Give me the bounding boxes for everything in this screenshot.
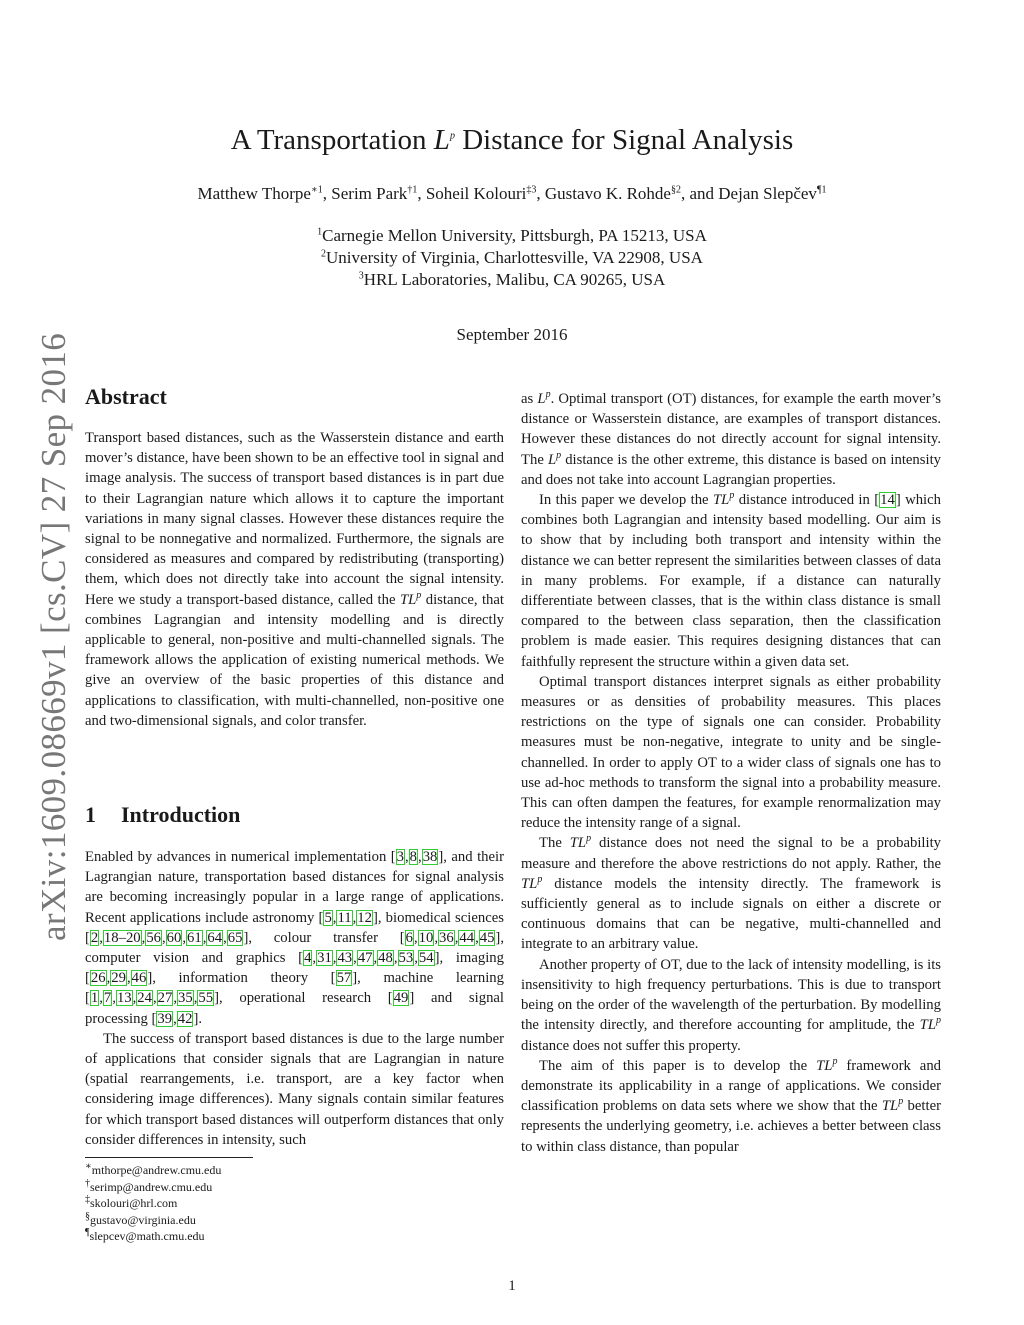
intro-paragraph-1: Enabled by advances in numerical implementation [3,8,38], and their Lagrangian nature, transportation based distances for signal analysis are becoming increasingly popular in a large range of applications. Recent applications include astronomy [5,11,12], biomedical sciences [2,18–20,56,60,61,64,65], colour transfer [6,10,36,44,45], computer vision and graphics [4,31,43,47,48,53,54], imaging [26,29,46], information theory [57], machine learning [1,7,13,24,27,35,55], operational research [49] and signal processing [39,42]. [85, 849, 505, 1027]
arxiv-identifier: arXiv:1609.08669v1 [cs.CV] 27 Sep 2016 [34, 332, 73, 941]
citation-link[interactable]: 65 [227, 929, 243, 946]
citation-link[interactable]: 11 [337, 909, 352, 926]
footnote: ‡skolouri@hrl.com [85, 1194, 178, 1210]
citation-link[interactable]: 7 [103, 990, 112, 1007]
footnote: †serimp@andrew.cmu.edu [85, 1177, 213, 1194]
affiliation: $^3$HRL Laboratories, Malibu, CA 90265, USA [358, 270, 666, 289]
citation-link[interactable]: 46 [131, 970, 147, 987]
publication-date: September 2016 [456, 325, 568, 344]
citation-link[interactable]: 14 [880, 492, 895, 509]
citation-link[interactable]: 35 [178, 990, 193, 1007]
author: Serim Park$^{\dagger 1}$ [331, 184, 418, 203]
citation-link[interactable]: 13 [116, 990, 132, 1007]
citation-link[interactable]: 5 [324, 909, 332, 926]
citation-link[interactable]: 1 [90, 990, 99, 1007]
affiliation: $^1$Carnegie Mellon University, Pittsburgh, PA 15213, USA [317, 226, 707, 245]
author: Dejan Slepčev$^{\P 1}$ [718, 184, 827, 203]
citation-link[interactable]: 3 [396, 849, 404, 865]
right-paragraph-5: Another property of OT, due to the lack of intensity modelling, is its insensitivity to high frequency perturbations. This is due to transport being on the order of the wavelength of the perturbation. By modelling the intensity directly, and therefore accounting for amplitude, the $TL^p$ distance does not suffer this property. [521, 956, 941, 1054]
citation-link[interactable]: 49 [393, 990, 409, 1007]
citation-link[interactable]: 31 [317, 950, 332, 967]
footnote: ∗mthorpe@andrew.cmu.edu [85, 1161, 222, 1177]
citation-link[interactable]: 36 [439, 929, 454, 946]
footnote: ¶slepcev@math.cmu.edu [85, 1227, 205, 1243]
citation-link[interactable]: 12 [357, 909, 372, 926]
right-paragraph-2: In this paper we develop the $TL^p$ distance introduced in [14] which combines both Lagrangian and intensity based modelling. Our aim is to show that by including both transport and intensity within the distance we can better represent the similarities between classes of data in many problems. For example, if a distance can naturally differentiate between classes, that is the within class distance is small compared to the between class separation, then the classification problem is made easier. This requires designing distances that can faithfully represent the structure within a given data set. [521, 490, 942, 670]
section-heading-introduction: 1 Introduction [85, 802, 241, 827]
citation-link[interactable]: 8 [409, 849, 418, 865]
affiliation-list [0, 225, 1024, 291]
right-paragraph-3: Optimal transport distances interpret signals as either probability measures or as densities of probability measures. This places restrictions on the type of signals one can consider. Probability measures must be non-negative, integrate to unity and be single-channelled. In order to apply OT to a wider class of signals one has to use ad-hoc methods to transform the signal into a probability measure. This can often dampen the features, for example renormalization may reduce the intensity range of a signal. [521, 673, 941, 832]
right-column-body [521, 389, 941, 1157]
citation-link[interactable]: 53 [398, 950, 414, 967]
abstract-body [85, 428, 504, 731]
citation-link[interactable]: 26 [90, 970, 106, 987]
citation-link[interactable]: 56 [146, 929, 161, 946]
footnote: §gustavo@virginia.edu [85, 1210, 196, 1227]
citation-link[interactable]: 4 [304, 950, 312, 967]
right-paragraph-1: as $L^p$. Optimal transport (OT) distances, for example the earth mover’s distance or Wasserstein distance, are examples of transport distances. However these distances do not directly account for signal intensity. The $L^p$ distance is the other extreme, this distance is based on intensity and does not take into account Lagrangian properties. [521, 389, 941, 488]
citation-link[interactable]: 57 [336, 970, 352, 987]
author: Matthew Thorpe$^{∗1}$ [197, 184, 323, 203]
citation-link[interactable]: 61 [187, 929, 202, 946]
citation-link[interactable]: 38 [422, 849, 438, 865]
affiliation: $^2$University of Virginia, Charlottesville, VA 22908, USA [321, 248, 703, 267]
citation-link[interactable]: 54 [418, 950, 434, 967]
footnotes [85, 1162, 221, 1245]
citation-link[interactable]: 45 [479, 929, 495, 946]
citation-link[interactable]: 44 [459, 929, 475, 946]
citation-link[interactable]: 48 [378, 950, 393, 967]
abstract-paragraph: Transport based distances, such as the Wasserstein distance and earth mover’s distance, have been shown to be an effective tool in signal and image analysis. The success of transport based distances is in part due to their Lagrangian nature which allows it to capture the important variations in many signal classes. However these distances require the signal to be nonnegative and normalized. Furthermore, the signals are considered as measures and compared by redistributing (transporting) them, which does not directly take into account the signal intensity. Here we study a transport-based distance, called the $TL^p$ distance, that combines Lagrangian and intensity modelling and is directly applicable to general, non-positive and multi-channelled signals. The framework allows the application of existing numerical methods. We give an overview of the basic properties of this distance and applications to classification, with multi-channelled, non-positive one and two-dimensional signals, and color transfer. [85, 430, 504, 729]
intro-paragraph-2: The success of transport based distances is due to the large number of applications that consider signals that are Lagrangian in nature (spatial rearrangements, i.e. transport, are a key factor when considering image differences). Many signals contain similar features for which transport based distances will outperform distances that only consider differences in intensity, such [85, 1030, 504, 1148]
abstract-heading: Abstract [85, 384, 167, 409]
citation-link[interactable]: 55 [198, 990, 214, 1007]
paper-title: A Transportation $L^p$ Distance for Signal Analysis [230, 124, 794, 156]
author: Gustavo K. Rohde$^{\S 2}$ [544, 184, 681, 203]
citation-link[interactable]: 60 [166, 929, 182, 946]
citation-link[interactable]: 39 [157, 1010, 173, 1027]
citation-link[interactable]: 2 [90, 929, 99, 946]
page-number: 1 [508, 1278, 516, 1294]
right-paragraph-4: The $TL^p$ distance does not need the signal to be a probability measure and therefore the above restrictions do not apply. Rather, the $TL^p$ distance models the intensity directly. The framework is sufficiently general as to include signals on either a discrete or continuous domains that can be negative, multi-channelled and integrate to an arbitrary value. [521, 833, 941, 953]
citation-link[interactable]: 29 [111, 970, 126, 987]
author: Soheil Kolouri$^{\ddagger 3}$ [425, 184, 537, 203]
footnote-rule [85, 1157, 253, 1158]
citation-link[interactable]: 10 [418, 929, 434, 946]
citation-link[interactable]: 24 [137, 990, 152, 1007]
citation-link[interactable]: 18–20 [103, 929, 141, 946]
right-paragraph-6: The aim of this paper is to develop the $TL^p$ framework and demonstrate its applicability in a range of applications. We consider classification problems on data sets where we show that the $TL^p$ better represents the underlying geometry, i.e. achieves a better between class to within class distance, than popular [521, 1055, 942, 1155]
author-list: Matthew Thorpe$^{∗1}$, Serim Park$^{\dagger 1}$, Soheil Kolouri$^{\ddagger 3}$, Gustavo K. Rohde$^{\S 2}$, and Dejan Slepčev$^{\P 1}$ [197, 184, 827, 203]
introduction-body [85, 847, 504, 1150]
citation-link[interactable]: 42 [177, 1010, 193, 1027]
citation-link[interactable]: 27 [157, 990, 173, 1007]
citation-link[interactable]: 6 [405, 929, 413, 946]
citation-link[interactable]: 47 [357, 950, 373, 967]
citation-link[interactable]: 43 [337, 950, 353, 967]
citation-link[interactable]: 64 [207, 929, 223, 946]
